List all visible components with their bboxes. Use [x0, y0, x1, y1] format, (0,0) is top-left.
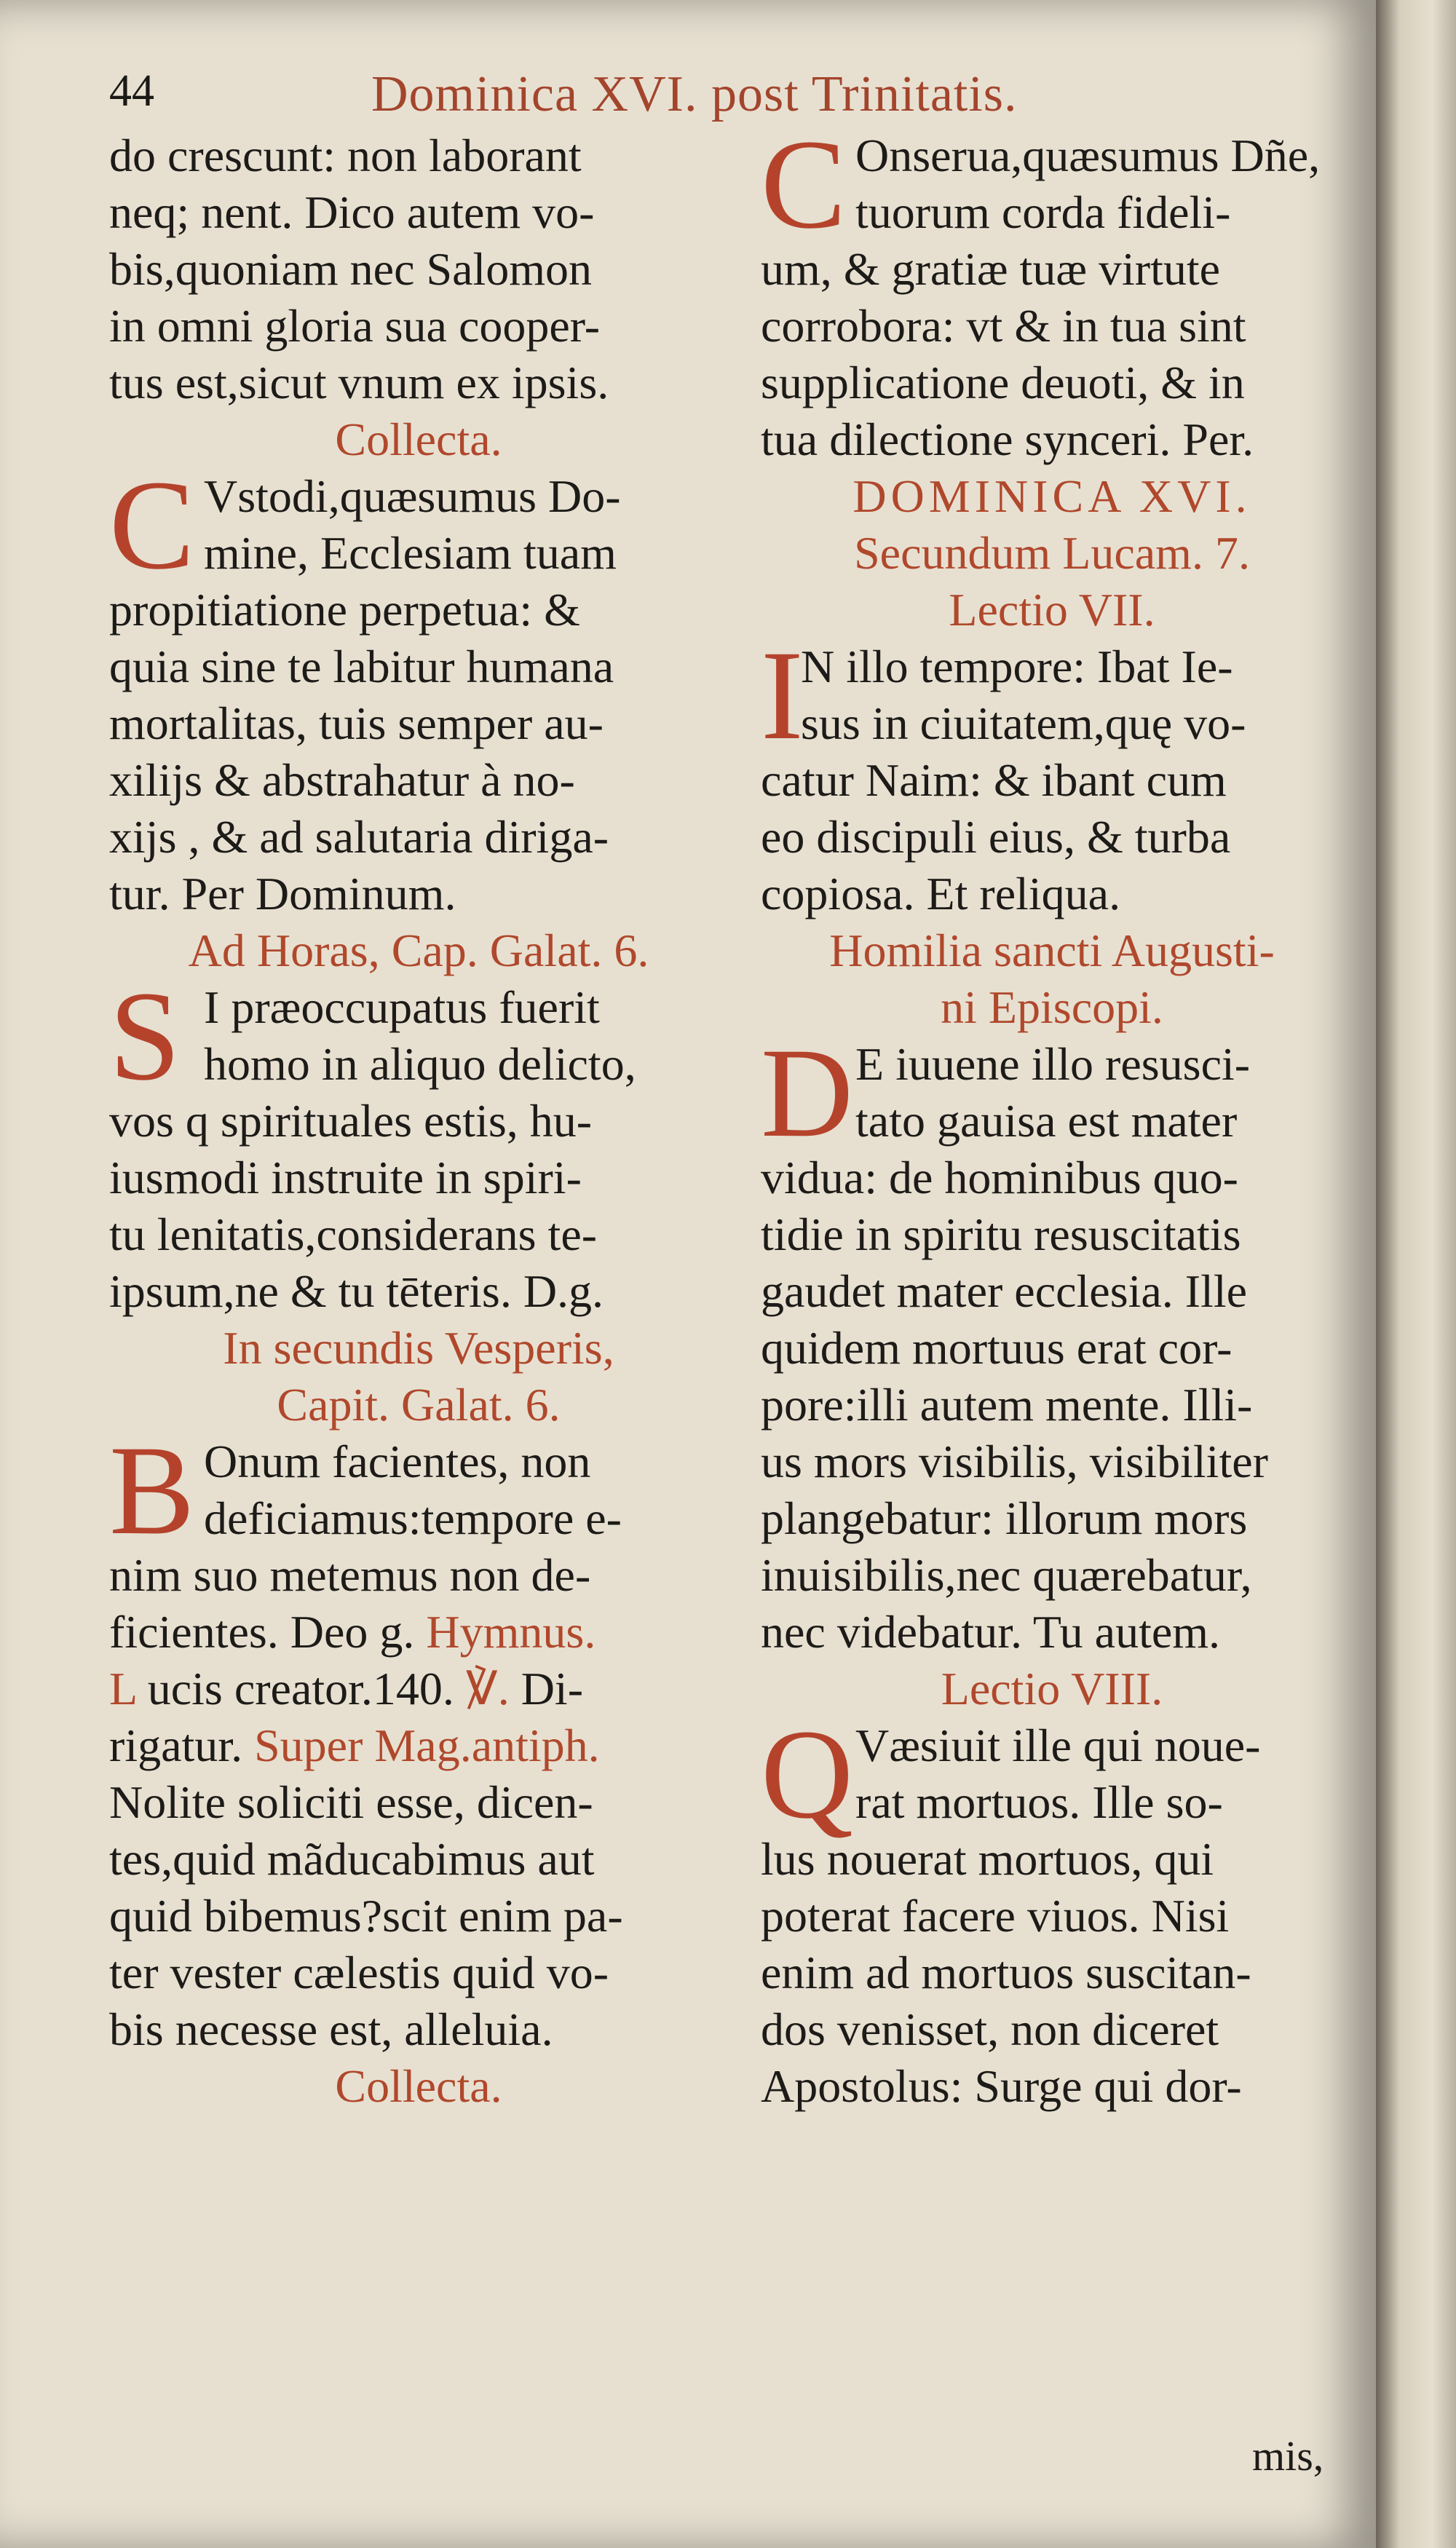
- text-line: E iuuene illo resusci-: [855, 1038, 1251, 1090]
- text-line: vidua: de hominibus quo-: [761, 1152, 1238, 1203]
- running-title: Dominica XVI. post Trinitatis.: [371, 66, 1018, 122]
- page-number: 44: [109, 66, 154, 116]
- drop-capital: Q: [761, 1704, 854, 1845]
- text-line: tuorum corda fideli-: [855, 186, 1231, 238]
- text-line: eo discipuli eius, & turba: [761, 811, 1231, 863]
- text-line: mortalitas, tuis semper au-: [109, 697, 604, 749]
- facing-page-edge: [1376, 0, 1456, 2548]
- rubric-super-mag: Super Mag.antiph.: [254, 1720, 600, 1771]
- drop-capital: D: [761, 1022, 854, 1164]
- text-line: corrobora: vt & in tua sint: [761, 300, 1246, 352]
- text-line: Apostolus: Surge qui dor-: [761, 2060, 1242, 2112]
- text-line: copiosa. Et reliqua.: [761, 868, 1121, 919]
- lesson-in-illo: [761, 625, 1343, 922]
- chapter-si: [109, 965, 728, 1320]
- chapter-bonum: [109, 1420, 728, 2058]
- text-line: catur Naim: & ibant cum: [761, 754, 1227, 806]
- text-line: in omni gloria sua cooper-: [109, 300, 601, 352]
- text-line: Onserua,quæsumus Dñe,: [855, 130, 1321, 181]
- text-line: I præoccupatus fuerit: [204, 981, 600, 1033]
- text-fragment: ucis creator.140.: [147, 1663, 454, 1714]
- text-line: rat mortuos. Ille so-: [855, 1776, 1223, 1828]
- text-line: propitiatione perpetua: &: [109, 584, 580, 636]
- text-line: quid bibemus?scit enim pa-: [109, 1890, 623, 1942]
- text-line: [109, 1717, 728, 1774]
- text-line: quia sine te labitur humana: [109, 641, 614, 692]
- drop-capital: S: [109, 965, 181, 1107]
- small-initial: L: [109, 1663, 136, 1714]
- drop-capital: C: [761, 114, 847, 256]
- text-line: Væsiuit ille qui noue-: [855, 1720, 1261, 1771]
- lesson-de-iuuene: [761, 1022, 1343, 1661]
- text-line: vos q spirituales estis, hu-: [109, 1095, 593, 1147]
- text-line: xilijs & abstrahatur à no-: [109, 754, 575, 806]
- text-line: nim suo metemus non de-: [109, 1549, 591, 1601]
- rubric-ad-horas: Ad Horas, Cap. Galat. 6.: [188, 925, 649, 976]
- text-line: dos venisset, non diceret: [761, 2003, 1219, 2055]
- text-line: deficiamus:tempore e-: [204, 1492, 622, 1544]
- page-header: [109, 66, 1347, 131]
- text-line: plangebatur: illorum mors: [761, 1492, 1248, 1544]
- text-line: quidem mortuus erat cor-: [761, 1322, 1233, 1374]
- rubric-hymnus: Hymnus.: [426, 1606, 596, 1658]
- text-line: Vstodi,quæsumus Do-: [204, 470, 621, 522]
- text-line: bis necesse est, alleluia.: [109, 2003, 553, 2055]
- text-line: mine, Ecclesiam tuam: [204, 527, 617, 579]
- text-line: pore:illi autem mente. Illi-: [761, 1379, 1253, 1431]
- rubric-collecta: Collecta.: [335, 2060, 502, 2112]
- text-line: tus est,sicut vnum ex ipsis.: [109, 357, 609, 408]
- text-line: ter vester cælestis quid vo-: [109, 1947, 609, 1998]
- text-line: us mors visibilis, visibiliter: [761, 1436, 1268, 1487]
- rubric-homilia: Homilia sancti Augusti-: [829, 925, 1275, 976]
- text-line: [109, 1661, 728, 1717]
- text-fragment: ficientes. Deo g.: [109, 1606, 415, 1658]
- text-fragment: rigatur.: [109, 1720, 243, 1771]
- text-line: iusmodi instruite in spiri-: [109, 1152, 582, 1203]
- rubric-in-secundis: In secundis Vesperis,: [223, 1322, 614, 1374]
- text-line: tato gauisa est mater: [855, 1095, 1238, 1147]
- prayer-custodi: [109, 454, 728, 922]
- drop-capital: C: [109, 454, 195, 596]
- text-line: tua dilectione synceri. Per.: [761, 414, 1254, 465]
- text-line: nec videbatur. Tu autem.: [761, 1606, 1221, 1658]
- catchword: mis,: [1252, 2432, 1324, 2480]
- text-line: do crescunt: non laborant: [109, 130, 582, 181]
- section-heading: DOMINICA XVI.: [852, 470, 1251, 522]
- text-line: tur. Per Dominum.: [109, 868, 456, 919]
- lesson-quaesiuit: [761, 1704, 1343, 2115]
- text-line: neq; nent. Dico autem vo-: [109, 186, 595, 238]
- text-line: tidie in spiritu resuscitatis: [761, 1208, 1241, 1260]
- text-fragment: Di-: [521, 1663, 583, 1714]
- rubric-collecta: Collecta.: [335, 414, 502, 465]
- text-line: homo in aliquo delicto,: [204, 1038, 636, 1090]
- text-line: sus in ciuitatem,quę vo-: [801, 697, 1246, 749]
- text-line: um, & gratiæ tuæ virtute: [761, 243, 1221, 295]
- right-column: [761, 114, 1343, 2115]
- text-line: ipsum,ne & tu tēteris. D.g.: [109, 1265, 604, 1317]
- text-line: xijs , & ad salutaria diriga-: [109, 811, 609, 863]
- versicle-symbol: ℣.: [465, 1663, 510, 1714]
- text-line: tes,quid mãducabimus aut: [109, 1833, 595, 1885]
- rubric-lectio-7: Lectio VII.: [949, 584, 1155, 636]
- text-line: enim ad mortuos suscitan-: [761, 1947, 1251, 1998]
- text-line: supplicatione deuoti, & in: [761, 357, 1245, 408]
- text-line: Nolite soliciti esse, dicen-: [109, 1776, 593, 1828]
- left-column: [109, 127, 728, 2115]
- text-line: [109, 1604, 728, 1661]
- drop-capital: I: [761, 625, 804, 767]
- text-line: bis,quoniam nec Salomon: [109, 243, 593, 295]
- prayer-conserua: [761, 114, 1343, 468]
- rubric-secundum: Secundum Lucam. 7.: [854, 527, 1250, 579]
- rubric-capit: Capit. Galat. 6.: [277, 1379, 561, 1431]
- drop-capital: B: [109, 1420, 195, 1562]
- text-line: N illo tempore: Ibat Ie-: [801, 641, 1233, 692]
- rubric-lectio-8: Lectio VIII.: [941, 1663, 1163, 1714]
- text-line: Onum facientes, non: [204, 1436, 591, 1487]
- rubric-homilia-cont: ni Episcopi.: [941, 981, 1163, 1033]
- text-line: inuisibilis,nec quærebatur,: [761, 1549, 1252, 1601]
- text-line: poterat facere viuos. Nisi: [761, 1890, 1230, 1942]
- text-line: lus nouerat mortuos, qui: [761, 1833, 1214, 1885]
- text-line: tu lenitatis,considerans te-: [109, 1208, 598, 1260]
- text-line: gaudet mater ecclesia. Ille: [761, 1265, 1248, 1317]
